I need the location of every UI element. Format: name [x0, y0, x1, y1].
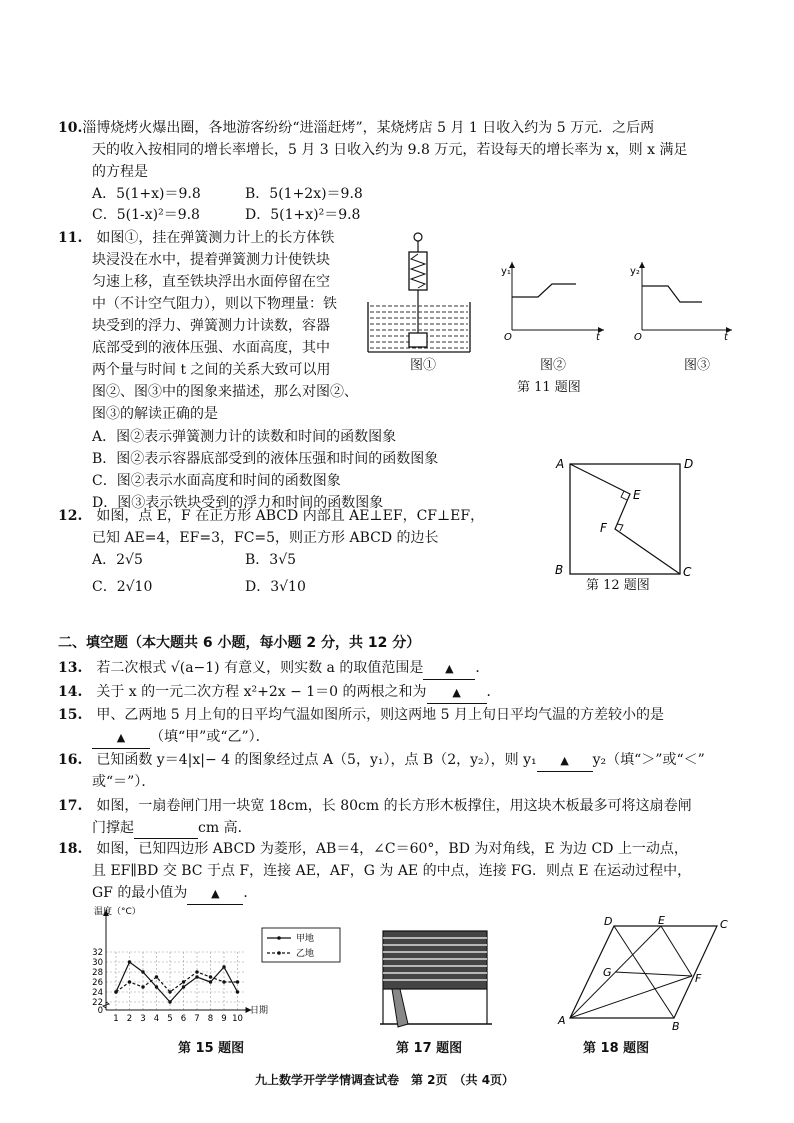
q14-line — [58, 682, 501, 704]
point-yi-10 — [236, 980, 239, 983]
q16-line2: 或“＝”）． — [92, 774, 156, 790]
q11-fig3-tlabel: t — [724, 332, 728, 340]
q18-label-f: F — [695, 972, 702, 985]
q11-fig1-label: 图① — [410, 358, 437, 373]
y-tick-32: 32 — [92, 948, 103, 958]
q17-line2 — [92, 818, 252, 839]
q11-line-4: 块受到的浮力、弹簧测力计读数，容器 — [92, 318, 330, 334]
q11-fig2-ylabel: y₁ — [501, 266, 511, 277]
q11-line-3: 中（不计空气阻力），则以下物理量：铁 — [92, 296, 337, 312]
x-tick-2: 2 — [126, 1014, 133, 1024]
q11-option-a: A．图②表示弹簧测力计的读数和时间的函数图象 — [92, 429, 397, 445]
q13-text: 若二次根式 √(a−1) 有意义，则实数 a 的取值范围是 — [96, 660, 424, 676]
q18-label-a: A — [558, 1014, 566, 1027]
chart-axes — [103, 910, 252, 1013]
spring-scale-ring — [414, 233, 422, 241]
q11-line-2: 匀速上移，直至铁块浮出水面停留在空 — [92, 274, 330, 290]
q15-number: 15. — [58, 707, 83, 723]
section-2-heading: 二、填空题（本大题共 6 小题，每小题 2 分，共 12 分） — [58, 635, 421, 651]
point-jia-6 — [182, 985, 185, 988]
point-yi-4 — [155, 975, 158, 978]
q18-label-g: G — [603, 966, 612, 979]
q18-text-1: 如图，已知四边形 ABCD 为菱形，AB＝4，∠C＝60°，BD 为对角线，E 为边 CD 上一动点， — [96, 841, 688, 857]
q12-line1 — [58, 506, 484, 526]
point-jia-5 — [168, 1000, 171, 1003]
q18-end: ． — [243, 885, 258, 901]
q16-text-post: y₂（填“＞”或“＜” — [592, 752, 705, 768]
y-tick-22: 22 — [92, 998, 103, 1008]
q18-number: 18. — [58, 841, 83, 857]
q18-caption: 第 18 题图 — [583, 1041, 650, 1056]
q12-option-b: B．3√5 — [245, 552, 297, 568]
point-yi-9 — [222, 980, 225, 983]
q11-line-6: 两个量与时间 t 之间的关系大致可以用 — [92, 362, 331, 378]
q11-fig2-curve — [512, 284, 576, 297]
segment-gf — [615, 972, 692, 976]
q14-answer-blank[interactable] — [427, 682, 487, 704]
q12-option-d: D．3√10 — [245, 579, 306, 595]
q14-end: ． — [486, 684, 501, 700]
q11-line-7: 图②、图③中的图象来描述，那么对图②、 — [92, 384, 358, 400]
x-tick-8: 8 — [207, 1014, 214, 1024]
x-tick-7: 7 — [194, 1014, 200, 1024]
x-tick-6: 6 — [180, 1014, 187, 1024]
q10-option-a: A．5(1+x)＝9.8 — [92, 186, 201, 202]
q11-figure-3 — [620, 258, 735, 340]
q17-figure — [380, 928, 492, 1030]
q12-option-a: A．2√5 — [92, 552, 143, 568]
segment-ef — [661, 926, 692, 976]
x-tick-1: 1 — [113, 1014, 119, 1024]
q13-triangle: ▲ — [445, 662, 454, 675]
q17-caption: 第 17 题图 — [396, 1041, 463, 1056]
q10-text-1: 淄博烧烤火爆出圈，各地游客纷纷“进淄赶烤”，某烧烤店 5 月 1 日收入约为 5 万元．之后两 — [82, 120, 655, 136]
q15-answer-blank[interactable] — [92, 727, 150, 749]
y-tick-26: 26 — [92, 978, 103, 988]
q13-answer-blank[interactable] — [423, 658, 475, 680]
q10-line2: 天的收入按相同的增长率增长，5 月 3 日收入约为 9.8 万元，若设每天的增长率为 x，则 x 满足 — [92, 142, 688, 158]
x-tick-10: 10 — [232, 1014, 243, 1024]
iron-block — [409, 333, 427, 347]
q13-line — [58, 658, 489, 680]
q13-end: ． — [475, 660, 490, 676]
q12-figure — [550, 454, 710, 580]
q15-line1 — [58, 705, 664, 725]
chart-xlabel: 日期 — [250, 1006, 269, 1016]
q18-label-b: B — [672, 1020, 680, 1033]
q12-option-c: C．2√10 — [92, 579, 153, 595]
q11-number: 11. — [58, 230, 83, 246]
q18-label-e: E — [658, 914, 665, 927]
q12-label-f: F — [600, 521, 607, 535]
q10-line3: 的方程是 — [92, 164, 148, 180]
q16-text: 已知函数 y＝4|x|− 4 的图象经过点 A（5，y₁），点 B（2，y₂），则 y₁ — [96, 752, 537, 768]
q15-line2 — [92, 727, 270, 749]
square-abcd — [570, 464, 680, 574]
point-yi-2 — [128, 980, 131, 983]
point-jia-2 — [128, 960, 131, 963]
x-tick-5: 5 — [167, 1014, 173, 1024]
page-footer: 九上数学开学学情调查试卷 第 2页 （共 4页） — [255, 1073, 515, 1087]
q14-text: 关于 x 的一元二次方程 x²+2x − 1＝0 的两根之和为 — [96, 684, 427, 700]
q17-end: cm 高． — [198, 820, 252, 836]
segment-af — [570, 976, 692, 1018]
q15-chart — [86, 906, 346, 1032]
q12-label-d: D — [684, 457, 694, 471]
point-yi-5 — [168, 990, 171, 993]
point-yi-6 — [182, 980, 185, 983]
q10-option-d: D．5(1+x)²＝9.8 — [245, 207, 361, 223]
point-yi-1 — [114, 990, 117, 993]
point-jia-10 — [236, 990, 239, 993]
q12-number: 12. — [58, 508, 83, 524]
q16-answer-blank[interactable] — [537, 750, 593, 772]
point-yi-7 — [195, 970, 198, 973]
q13-number: 13. — [58, 660, 83, 676]
q17-text: 如图，一扇卷闸门用一块宽 18cm，长 80cm 的长方形木板撑住，用这块木板最多可将这扇卷闸 — [96, 798, 692, 814]
q17-line1 — [58, 796, 692, 816]
q11-line-1: 块浸没在水中，提着弹簧测力计使铁块 — [92, 252, 330, 268]
point-jia-8 — [209, 980, 212, 983]
q16-triangle: ▲ — [560, 754, 569, 767]
q11-fig2-label: 图② — [540, 358, 567, 373]
path-aefc — [570, 464, 680, 574]
point-jia-4 — [155, 985, 158, 988]
q18-figure — [552, 914, 742, 1034]
q12-caption: 第 12 题图 — [586, 578, 650, 593]
x-tick-4: 4 — [153, 1014, 160, 1024]
y-tick-24: 24 — [92, 988, 103, 998]
q18-triangle: ▲ — [211, 887, 220, 900]
q11-fig3-ylabel: y₂ — [630, 266, 640, 277]
q11-option-d: D．图③表示铁块受到的浮力和时间的函数图象 — [92, 495, 384, 511]
q17-answer-blank[interactable] — [134, 818, 198, 839]
point-jia-3 — [141, 970, 144, 973]
q11-fig2-tlabel: t — [596, 332, 600, 340]
chart-ticks — [92, 948, 243, 1024]
point-yi-8 — [209, 975, 212, 978]
q17-number: 17. — [58, 798, 83, 814]
y-tick-0: 0 — [97, 1006, 103, 1016]
point-jia-9 — [222, 965, 225, 968]
q15-end: （填“甲”或“乙”）． — [150, 729, 270, 745]
point-yi-3 — [141, 985, 144, 988]
q18-label-d: D — [604, 915, 613, 928]
q11-caption: 第 11 题图 — [517, 380, 581, 395]
q11-line-5: 底部受到的液体压强、水面高度，其中 — [92, 340, 330, 356]
point-jia-7 — [195, 975, 198, 978]
legend-label-yi: 乙地 — [296, 949, 315, 959]
q14-triangle: ▲ — [452, 686, 461, 699]
q11-line-0 — [58, 228, 334, 248]
q11-fig2-origin: O — [504, 332, 512, 340]
q10-option-c: C．5(1-x)²＝9.8 — [92, 207, 200, 223]
q12-label-a: A — [556, 457, 565, 471]
q11-figure-1 — [362, 230, 477, 372]
chart-ylabel: 温度（°C） — [94, 907, 141, 917]
y-tick-28: 28 — [92, 968, 103, 978]
q18-line2: 且 EF∥BD 交 BC 于点 F，连接 AE，AF，G 为 AE 的中点，连接 FG．则点 E 在运动过程中， — [92, 863, 692, 879]
q15-caption: 第 15 题图 — [178, 1041, 245, 1056]
q15-triangle: ▲ — [116, 731, 126, 744]
q11-fig3-origin: O — [634, 332, 642, 340]
q11-figure-2 — [492, 258, 607, 340]
q16-line1 — [58, 750, 705, 772]
q15-text: 甲、乙两地 5 月上旬的日平均气温如图所示，则这两地 5 月上旬日平均气温的方差较小的是 — [96, 707, 664, 723]
q16-number: 16. — [58, 752, 83, 768]
q18-answer-blank[interactable] — [187, 883, 243, 905]
q10-option-b: B．5(1+2x)＝9.8 — [245, 186, 363, 202]
q18-label-c: C — [720, 918, 728, 931]
q11-fig3-label: 图③ — [684, 358, 711, 373]
q18-text-3: GF 的最小值为 — [92, 885, 188, 901]
q12-label-b: B — [555, 563, 564, 577]
q12-label-e: E — [633, 488, 641, 502]
q11-option-c: C．图②表示水面高度和时间的函数图象 — [92, 473, 341, 489]
q10-number: 10. — [58, 120, 83, 136]
q11-line-8: 图③的解读正确的是 — [92, 406, 218, 422]
q11-text-0: 如图①，挂在弹簧测力计上的长方体铁 — [96, 230, 335, 246]
q18-line1 — [58, 839, 688, 859]
q11-option-b: B．图②表示容器底部受到的液体压强和时间的函数图象 — [92, 451, 439, 467]
q14-number: 14. — [58, 684, 83, 700]
chart-series — [114, 960, 239, 1003]
y-tick-30: 30 — [92, 958, 103, 968]
wood-board — [392, 989, 408, 1027]
q10-line1 — [58, 118, 654, 138]
q17-text-2: 门撑起 — [92, 820, 134, 836]
q12-text-1: 如图，点 E，F 在正方形 ABCD 内部且 AE⊥EF，CF⊥EF， — [96, 508, 485, 524]
q11-fig3-curve — [642, 286, 702, 302]
legend-label-jia: 甲地 — [296, 934, 315, 944]
q12-line2: 已知 AE=4，EF=3，FC=5，则正方形 ABCD 的边长 — [92, 530, 439, 546]
q12-label-c: C — [683, 565, 692, 579]
x-tick-3: 3 — [140, 1014, 146, 1024]
x-tick-9: 9 — [221, 1014, 227, 1024]
q18-line3 — [92, 883, 257, 905]
